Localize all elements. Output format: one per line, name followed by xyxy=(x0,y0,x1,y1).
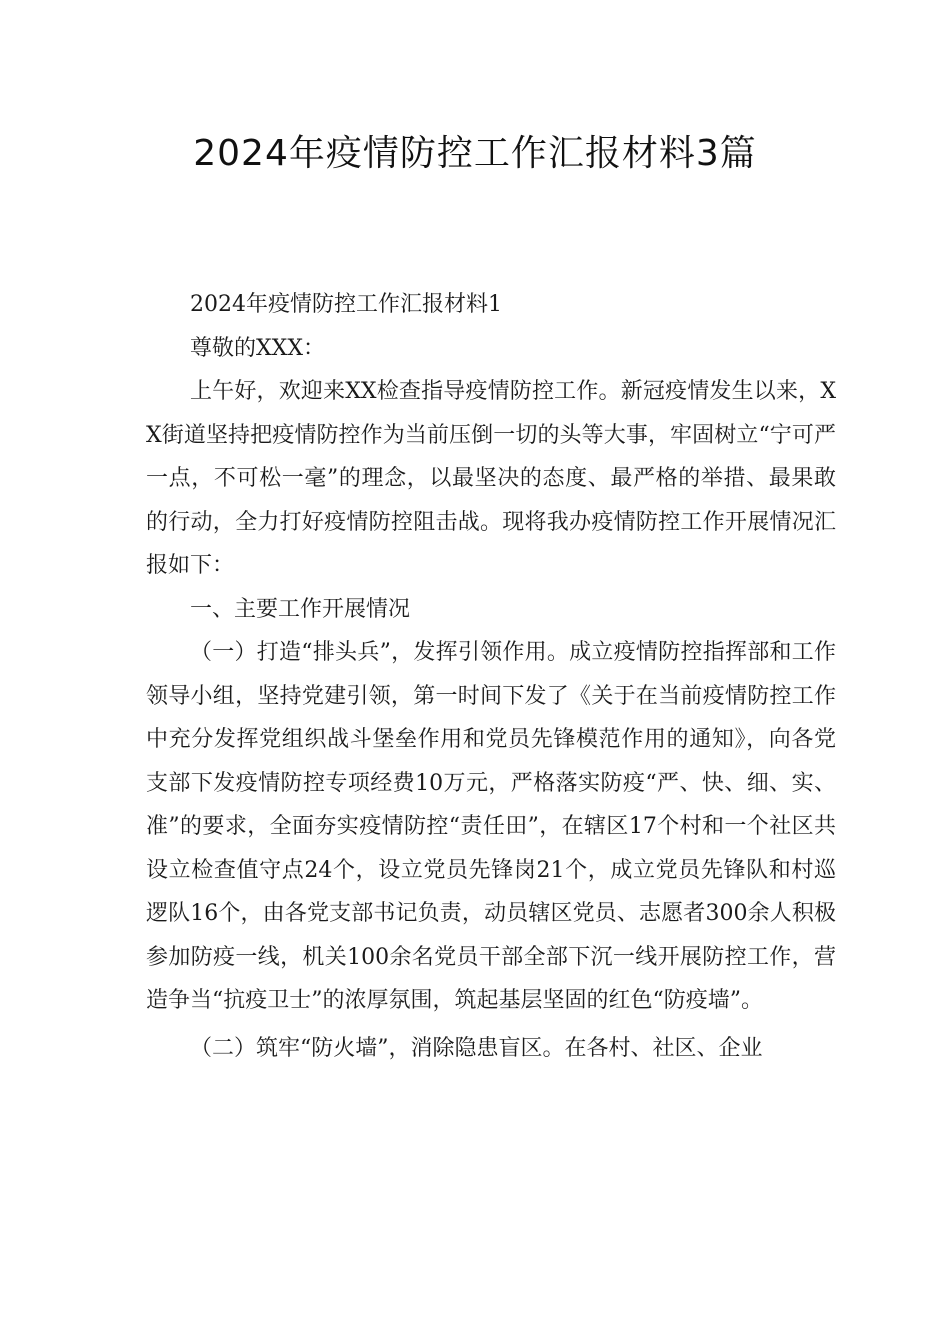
salutation: 尊敬的XXX： xyxy=(190,335,325,361)
document-title: 2024年疫情防控工作汇报材料3篇 xyxy=(193,133,757,174)
document-body xyxy=(146,283,836,1070)
section-heading-material-1: 2024年疫情防控工作汇报材料1 xyxy=(190,292,502,317)
paragraph-item-1: （一）打造“排头兵”，发挥引领作用。成立疫情防控指挥部和工作领导小组，坚持党建引领，第一时间下发了《关于在当前疫情防控工作中充分发挥党组织战斗堡垒作用和党员先锋模范作用的通知》，向各党支部下发疫情防控专项经费10万元，严格落实防疫“严、快、细、实、准”的要求，全面夯实疫情防控“责任田”，在辖区17个村和一个社区共设立检查值守点24个，设立党员先锋岗21个，成立党员先锋队和村巡逻队16个，由各党支部书记负责，动员辖区党员、志愿者300余人积极参加防疫一线，机关100余名党员干部全部下沉一线开展防控工作，营造争当“抗疫卫士”的浓厚氛围，筑起基层坚固的红色“防疫墙”。 xyxy=(146,640,836,1013)
intro-paragraph: 上午好，欢迎来XX检查指导疫情防控工作。新冠疫情发生以来，XX街道坚持把疫情防控作为当前压倒一切的头等大事，牢固树立“宁可严一点，不可松一毫”的理念，以最坚决的态度、最严格的举措、最果敢的行动，全力打好疫情防控阻击战。现将我办疫情防控工作开展情况汇报如下： xyxy=(146,379,836,578)
paragraph-item-2: （二）筑牢“防火墙”，消除隐患盲区。在各村、社区、企业 xyxy=(190,1035,763,1061)
section-heading-main-work: 一、主要工作开展情况 xyxy=(190,596,411,622)
